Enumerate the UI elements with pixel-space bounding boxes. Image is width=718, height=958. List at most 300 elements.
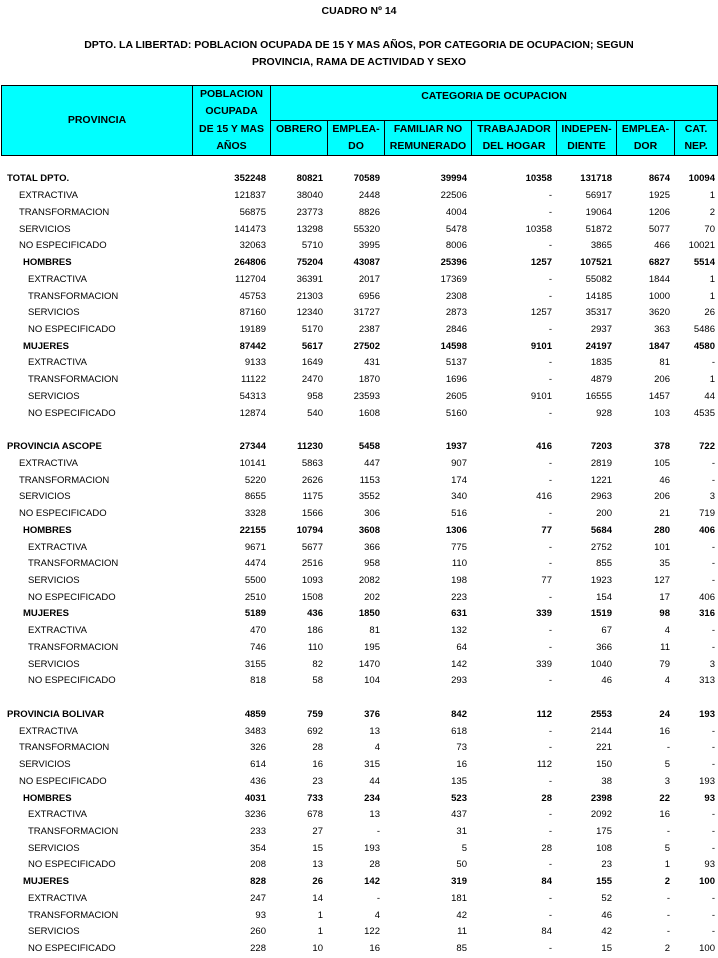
row-value: 85 [456, 943, 467, 955]
row-value: 150 [596, 759, 612, 771]
row-value: - [548, 474, 552, 486]
row-value: 4004 [445, 206, 467, 218]
row-value: 112 [536, 759, 552, 771]
row-value: 340 [451, 491, 467, 503]
row-label: EXTRACTIVA [28, 357, 87, 369]
row-value: 692 [307, 725, 323, 737]
row-value: 51872 [585, 223, 612, 235]
table-row [0, 238, 718, 255]
row-value: 378 [654, 441, 670, 453]
header-obrero [271, 120, 328, 155]
table-row [0, 790, 718, 807]
row-label: HOMBRES [23, 524, 72, 536]
row-value: 223 [451, 591, 467, 603]
row-label: NO ESPECIFICADO [19, 508, 107, 520]
row-value: 228 [250, 943, 266, 955]
row-value: 2553 [590, 708, 612, 720]
table-row [0, 707, 718, 724]
row-value: 77 [541, 574, 552, 586]
header-empleado-l1: EMPLEA- [332, 122, 380, 135]
row-value: 16 [312, 759, 323, 771]
row-value: 193 [699, 708, 715, 720]
row-label: TRANSFORMACION [28, 826, 119, 837]
row-value: 10141 [239, 457, 266, 469]
row-value: 112704 [235, 273, 266, 285]
row-value: 16 [456, 759, 467, 771]
table-row [0, 907, 718, 924]
row-value: 466 [654, 240, 670, 252]
table-row [0, 673, 718, 690]
row-value: 4 [664, 675, 670, 687]
row-value: 416 [536, 441, 552, 453]
row-value: 406 [699, 591, 715, 603]
row-label: SERVICIOS [28, 574, 80, 586]
row-value: 928 [596, 407, 612, 419]
row-value: 28 [541, 842, 552, 854]
row-value: 5514 [693, 257, 715, 269]
row-value: 1 [709, 190, 715, 202]
row-value: 8655 [244, 491, 266, 503]
row-label: SERVICIOS [28, 390, 80, 402]
row-value: 4879 [590, 374, 612, 386]
row-value: 208 [250, 859, 266, 871]
spacer-cell [0, 690, 718, 707]
row-value: 1508 [301, 591, 323, 603]
row-value: 13 [369, 725, 380, 737]
table-row [0, 824, 718, 841]
row-value: 31 [456, 826, 467, 837]
table-row [0, 840, 718, 857]
row-value: 5189 [244, 608, 266, 620]
table-row [0, 405, 718, 422]
row-value: 46 [601, 675, 612, 687]
row-value: - [548, 725, 552, 737]
row-value: 1835 [590, 357, 612, 369]
row-value: 24197 [585, 340, 612, 352]
row-value: 73 [456, 742, 467, 754]
table-row [0, 573, 718, 590]
header-poblacion-l2: OCUPADA [205, 105, 258, 117]
row-value: 3 [709, 491, 715, 503]
row-value: 186 [307, 625, 323, 637]
row-value: 280 [654, 524, 670, 536]
row-value: 44 [704, 390, 715, 402]
row-value: 247 [250, 892, 266, 904]
row-value: 733 [307, 792, 323, 804]
row-value: 260 [250, 926, 266, 938]
row-value: 1221 [590, 474, 612, 486]
table-row [0, 188, 718, 205]
table-row [0, 606, 718, 623]
row-value: 193 [364, 842, 380, 854]
row-value: - [548, 809, 552, 821]
row-label: NO ESPECIFICADO [28, 859, 116, 871]
row-value: 19189 [239, 323, 266, 335]
table-row [0, 489, 718, 506]
row-value: 1925 [648, 190, 670, 202]
row-value: 122 [364, 926, 380, 938]
row-value: - [666, 909, 670, 921]
row-value: 46 [601, 909, 612, 921]
row-value: 5160 [445, 407, 467, 419]
row-label: TRANSFORMACION [19, 742, 110, 754]
row-value: 16 [369, 943, 380, 955]
row-value: 9671 [244, 541, 266, 553]
header-empleador [617, 120, 675, 155]
row-value: 1519 [590, 608, 612, 620]
row-value: 11122 [240, 374, 266, 386]
table-row [0, 740, 718, 757]
header-empleador-l1: EMPLEA- [621, 122, 670, 135]
row-label: NO ESPECIFICADO [28, 675, 116, 687]
row-value: 3865 [590, 240, 612, 252]
row-value: 77 [541, 524, 552, 536]
row-value: 2626 [301, 474, 323, 486]
row-value: 1608 [358, 407, 380, 419]
row-value: 14 [312, 892, 323, 904]
row-value: 84 [541, 876, 552, 888]
table-title-line1: DPTO. LA LIBERTAD: POBLACION OCUPADA DE 15 Y MAS AÑOS, POR CATEGORIA DE OCUPACION; SEGUN [84, 39, 634, 51]
row-value: 3552 [358, 491, 380, 503]
row-label: NO ESPECIFICADO [19, 775, 107, 787]
row-value: - [548, 625, 552, 637]
row-value: 3995 [358, 240, 380, 252]
row-value: - [666, 742, 670, 754]
row-value: 39994 [440, 173, 467, 185]
row-value: 10021 [688, 240, 715, 252]
table-row [0, 623, 718, 640]
row-value: 2937 [590, 323, 612, 335]
row-value: 352248 [234, 173, 266, 185]
row-value: 339 [536, 658, 552, 670]
row-value: - [548, 374, 552, 386]
table-row [0, 506, 718, 523]
row-value: 406 [699, 524, 715, 536]
row-value: 523 [451, 792, 467, 804]
row-label: TRANSFORMACION [19, 206, 110, 218]
row-value: 2605 [445, 390, 467, 402]
header-catnep-l1: CAT. [684, 122, 708, 135]
row-value: 1844 [648, 273, 670, 285]
row-value: 46 [659, 474, 670, 486]
row-value: 1 [664, 859, 670, 871]
row-value: 8674 [648, 173, 670, 185]
row-value: - [376, 892, 380, 904]
row-label: SERVICIOS [28, 842, 80, 854]
row-value: 319 [451, 876, 467, 888]
table-row [0, 171, 718, 188]
row-value: 87442 [239, 340, 266, 352]
row-value: 2 [664, 876, 670, 888]
row-value: 121837 [234, 190, 266, 202]
row-value: 174 [451, 474, 467, 486]
header-trabajador-l1: TRABAJADOR [477, 122, 551, 135]
row-value: 93 [704, 859, 715, 871]
row-value: 354 [250, 842, 266, 854]
row-value: 13 [369, 809, 380, 821]
row-value: 6827 [648, 257, 670, 269]
row-label: TRANSFORMACION [28, 909, 119, 921]
row-value: 9101 [530, 390, 552, 402]
row-value: 3 [664, 775, 670, 787]
table-row [0, 271, 718, 288]
row-value: 1257 [530, 257, 552, 269]
table-row [0, 857, 718, 874]
header-catnep-l2: NEP. [684, 139, 708, 152]
row-value: 27344 [239, 441, 266, 453]
row-value: 21 [659, 508, 670, 520]
row-label: SERVICIOS [28, 658, 80, 670]
row-value: - [548, 206, 552, 218]
row-value: 101 [654, 541, 670, 553]
row-value: 5170 [301, 323, 323, 335]
row-value: 42 [601, 926, 612, 938]
row-value: 2819 [590, 457, 612, 469]
row-value: 8006 [445, 240, 467, 252]
row-value: - [711, 474, 715, 486]
table-row [0, 455, 718, 472]
row-value: 43087 [353, 257, 380, 269]
row-value: 11 [457, 926, 467, 938]
row-label: SERVICIOS [28, 926, 80, 938]
row-value: 5 [664, 759, 670, 771]
table-row [0, 204, 718, 221]
row-value: 5478 [445, 223, 467, 235]
row-value: 12340 [296, 307, 323, 319]
row-value: 82 [312, 658, 323, 670]
row-value: 198 [451, 574, 467, 586]
row-value: 306 [364, 508, 380, 520]
row-value: - [711, 892, 715, 904]
table-row [0, 539, 718, 556]
table-row [0, 522, 718, 539]
row-value: 11230 [297, 441, 323, 453]
row-label: EXTRACTIVA [28, 892, 87, 904]
row-value: 127 [654, 574, 670, 586]
row-value: 3608 [358, 524, 380, 536]
row-value: 842 [451, 708, 467, 720]
row-value: 75204 [296, 257, 323, 269]
row-label: EXTRACTIVA [28, 273, 87, 285]
table-row [0, 924, 718, 941]
row-value: 828 [250, 876, 266, 888]
row-value: 233 [250, 826, 266, 837]
row-value: - [548, 290, 552, 302]
row-value: - [548, 457, 552, 469]
row-value: 35317 [585, 307, 612, 319]
row-value: 22 [659, 792, 670, 804]
row-value: 1 [709, 290, 715, 302]
row-label: EXTRACTIVA [19, 725, 78, 737]
row-value: - [711, 759, 715, 771]
table-title-line2: PROVINCIA, RAMA DE ACTIVIDAD Y SEXO [251, 56, 467, 68]
row-value: 16 [659, 809, 670, 821]
row-value: 27502 [353, 340, 380, 352]
row-value: 55320 [353, 223, 380, 235]
row-value: 2963 [590, 491, 612, 503]
row-value: 13 [312, 859, 323, 871]
row-value: 1649 [301, 357, 323, 369]
row-value: 93 [704, 792, 715, 804]
row-value: 759 [307, 708, 323, 720]
row-value: - [548, 357, 552, 369]
row-value: 678 [307, 809, 323, 821]
row-value: 1 [317, 926, 323, 938]
row-value: 135 [451, 775, 467, 787]
table-row [0, 640, 718, 657]
row-value: 5220 [244, 474, 266, 486]
row-value: 2082 [358, 574, 380, 586]
header-independiente-l1: INDEPEN- [561, 122, 612, 135]
header-provincia: PROVINCIA [2, 86, 193, 156]
row-value: 175 [596, 826, 612, 837]
row-value: - [376, 826, 380, 837]
header-independiente [557, 120, 617, 155]
row-value: 221 [596, 742, 612, 754]
row-value: 618 [451, 725, 467, 737]
row-value: - [548, 407, 552, 419]
table-row [0, 757, 718, 774]
row-value: 15 [312, 842, 323, 854]
table-row [0, 656, 718, 673]
row-value: 31727 [353, 307, 380, 319]
row-value: - [548, 775, 552, 787]
row-value: 293 [451, 675, 467, 687]
row-value: 27 [312, 826, 323, 837]
row-value: 431 [364, 357, 380, 369]
row-value: 7203 [590, 441, 612, 453]
row-value: 100 [699, 943, 715, 955]
row-value: 2 [664, 943, 670, 955]
row-value: 1566 [301, 508, 323, 520]
table-row [0, 807, 718, 824]
row-value: 2752 [590, 541, 612, 553]
row-value: 614 [250, 759, 266, 771]
row-value: 98 [659, 608, 670, 620]
row-value: 540 [307, 407, 323, 419]
row-value: 21303 [296, 290, 323, 302]
row-value: 35 [659, 558, 670, 570]
row-value: 5617 [301, 340, 323, 352]
row-label: SERVICIOS [28, 307, 80, 319]
row-value: 447 [364, 457, 380, 469]
row-value: 1206 [648, 206, 670, 218]
row-value: 44 [369, 775, 380, 787]
row-value: 10358 [525, 173, 552, 185]
row-value: 2017 [358, 273, 380, 285]
row-value: 70 [704, 223, 715, 235]
row-value: 23 [312, 775, 323, 787]
row-value: 5458 [358, 441, 380, 453]
row-value: 9101 [530, 340, 552, 352]
row-value: 437 [451, 809, 467, 821]
row-label: PROVINCIA ASCOPE [7, 441, 102, 453]
row-value: - [548, 909, 552, 921]
row-value: 93 [255, 909, 266, 921]
row-value: - [548, 323, 552, 335]
row-value: 631 [451, 608, 467, 620]
row-label: HOMBRES [23, 257, 72, 269]
row-value: 855 [596, 558, 612, 570]
row-value: 38040 [296, 190, 323, 202]
row-value: 5500 [244, 574, 266, 586]
row-label: PROVINCIA BOLIVAR [7, 708, 105, 720]
header-empleador-l2: DOR [633, 139, 658, 152]
row-value: 1870 [358, 374, 380, 386]
row-label: SERVICIOS [19, 759, 71, 771]
row-value: 4 [374, 742, 380, 754]
row-value: 316 [699, 608, 715, 620]
row-value: 1040 [590, 658, 612, 670]
row-value: 6956 [358, 290, 380, 302]
row-value: 14185 [585, 290, 612, 302]
row-value: - [548, 240, 552, 252]
row-value: - [548, 675, 552, 687]
row-value: 3236 [244, 809, 266, 821]
header-catnep [675, 120, 718, 155]
row-value: 376 [364, 708, 380, 720]
header-empleado-l2: DO [348, 139, 364, 152]
row-value: 907 [451, 457, 467, 469]
row-value: 132 [451, 625, 467, 637]
row-value: 326 [250, 742, 266, 754]
spacer-row [0, 422, 718, 439]
row-value: - [548, 641, 552, 653]
header-independiente-l2: DIENTE [567, 139, 606, 152]
row-value: 10 [312, 943, 323, 955]
row-value: 719 [699, 508, 715, 520]
row-value: 10358 [525, 223, 552, 235]
header-familiar-l1: FAMILIAR NO [393, 122, 463, 135]
row-value: - [548, 273, 552, 285]
row-value: 195 [364, 641, 380, 653]
row-value: - [666, 826, 670, 837]
table-row [0, 439, 718, 456]
row-value: 104 [364, 675, 380, 687]
row-value: 79 [659, 658, 670, 670]
row-value: 50 [456, 859, 467, 871]
row-value: 958 [307, 390, 323, 402]
row-value: - [548, 742, 552, 754]
row-value: 5 [664, 842, 670, 854]
header-trabajador-l2: DEL HOGAR [482, 139, 546, 152]
row-value: 131718 [580, 173, 612, 185]
row-value: 45753 [239, 290, 266, 302]
row-label: TRANSFORMACION [28, 290, 119, 302]
row-value: 81 [369, 625, 380, 637]
row-value: 746 [250, 641, 266, 653]
row-value: - [548, 943, 552, 955]
row-value: 154 [596, 591, 612, 603]
row-value: 4474 [244, 558, 266, 570]
row-value: 4 [374, 909, 380, 921]
row-value: 16555 [585, 390, 612, 402]
row-value: 4031 [244, 792, 266, 804]
row-value: 56917 [585, 190, 612, 202]
row-value: 108 [596, 842, 612, 854]
row-value: 1257 [530, 307, 552, 319]
header-trabajador [472, 120, 557, 155]
row-value: - [711, 625, 715, 637]
row-value: 1470 [358, 658, 380, 670]
row-value: 112 [536, 708, 552, 720]
header-poblacion-l1: POBLACION [200, 88, 263, 100]
header-familiar-l2: REMUNERADO [389, 139, 467, 152]
row-value: 363 [654, 323, 670, 335]
row-value: 19064 [585, 206, 612, 218]
row-value: 52 [601, 892, 612, 904]
row-value: 3483 [244, 725, 266, 737]
